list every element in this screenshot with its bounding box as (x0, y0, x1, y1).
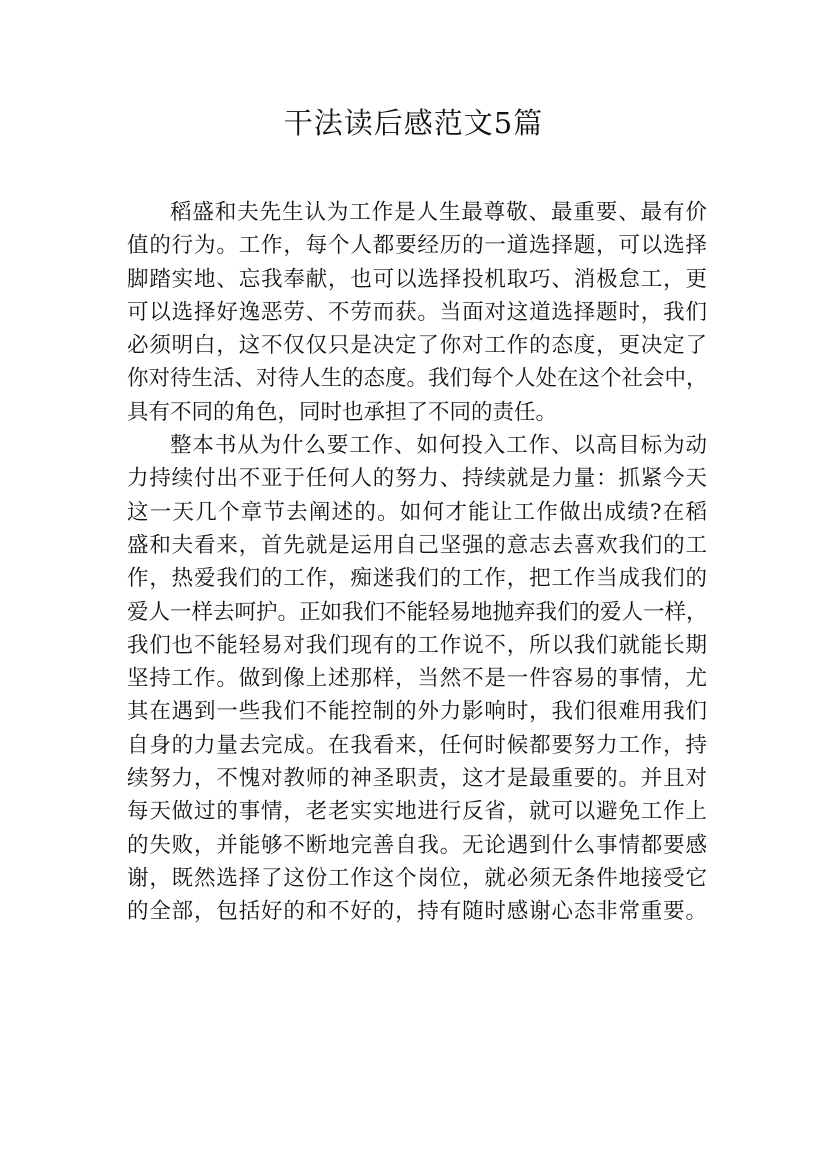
text-line: 坚持工作。做到像上述那样，当然不是一件容易的事情，尤 (127, 666, 707, 692)
document-body (127, 196, 707, 929)
text-line: 自身的力量去完成。在我看来，任何时候都要努力工作，持 (127, 732, 707, 758)
text-line: 的全部，包括好的和不好的，持有随时感谢心态非常重要。 (127, 899, 707, 925)
text-line: 的失败，并能够不断地完善自我。无论遇到什么事情都要感 (127, 832, 707, 858)
text-line: 爱人一样去呵护。正如我们不能轻易地抛弃我们的爱人一样， (127, 599, 708, 625)
text-line: 稻盛和夫先生认为工作是人生最尊敬、最重要、最有价 (170, 200, 707, 225)
text-line: 值的行为。工作，每个人都要经历的一道选择题，可以选择 (127, 233, 707, 259)
paragraph-2 (127, 429, 707, 928)
text-line: 脚踏实地、忘我奉献，也可以选择投机取巧、消极怠工，更 (127, 266, 707, 292)
text-line: 每天做过的事情，老老实实地进行反省，就可以避免工作上 (127, 799, 707, 825)
text-line: 作，热爱我们的工作，痴迷我们的工作，把工作当成我们的 (127, 566, 707, 592)
text-line: 具有不同的角色，同时也承担了不同的责任。 (127, 399, 558, 425)
text-line: 我们也不能轻易对我们现有的工作说不，所以我们就能长期 (127, 632, 707, 658)
text-line: 这一天几个章节去阐述的。如何才能让工作做出成绩?在稻 (127, 499, 707, 525)
text-line: 其在遇到一些我们不能控制的外力影响时，我们很难用我们 (127, 699, 707, 725)
document-title: 干法读后感范文5篇 (283, 106, 544, 140)
text-line: 谢，既然选择了这份工作这个岗位，就必须无条件地接受它 (127, 865, 707, 891)
text-line: 整本书从为什么要工作、如何投入工作、以高目标为动 (170, 433, 707, 459)
text-line: 必须明白，这不仅仅只是决定了你对工作的态度，更决定了 (127, 333, 707, 359)
paragraph-1 (127, 196, 707, 429)
text-line: 可以选择好逸恶劳、不劳而获。当面对这道选择题时，我们 (127, 299, 707, 325)
text-line: 你对待生活、对待人生的态度。我们每个人处在这个社会中， (127, 366, 708, 392)
text-line: 盛和夫看来，首先就是运用自己坚强的意志去喜欢我们的工 (127, 532, 707, 558)
text-line: 力持续付出不亚于任何人的努力、持续就是力量：抓紧今天 (127, 466, 707, 492)
text-line: 续努力，不愧对教师的神圣职责，这才是最重要的。并且对 (127, 766, 707, 792)
